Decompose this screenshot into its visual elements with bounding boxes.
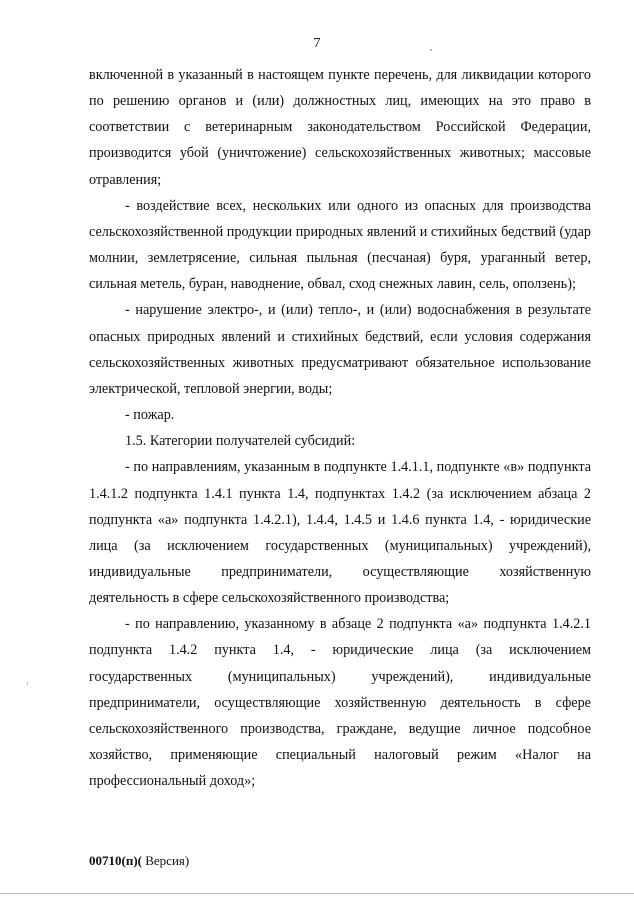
paragraph: - по направлению, указанному в абзаце 2 подпункта «а» подпункта 1.4.2.1 подпункта 1.4.2 пункта 1.4, - юридические лица (за исключением государственных (муниципальных) учреждений), индивидуальные предприниматели, осуществляющие хозяйственную деятельность в сфере сельскохозяйственного производства, граждане, ведущие личное подсобное хозяйство, применяющие специальный налоговый режим «Налог на профессиональный доход»; — [89, 616, 591, 790]
paragraph: - по направлениям, указанным в подпункте 1.4.1.1, подпункте «в» подпункта 1.4.1.2 подпункта 1.4.1 пункта 1.4, подпунктах 1.4.2 (за исключением абзаца 2 подпункта «а» подпункта 1.4.2.1), 1.4.4, 1.4.5 и 1.4.6 пункта 1.4, - юридические лица (за исключением государственных (муниципальных) учреждений), индивидуальные предприниматели, осуществляющие хозяйственную деятельность в сфере сельскохозяйственного производства; — [89, 459, 591, 607]
paragraph: - нарушение электро-, и (или) тепло-, и (или) водоснабжения в результате опасных природных явлений и стихийных бедствий, если условия содержания сельскохозяйственных животных предусматривают обязательное использование электрической, тепловой энергии, воды; — [89, 302, 591, 397]
document-footer-code — [89, 853, 189, 869]
page-number: 7 — [313, 36, 321, 51]
document-body — [89, 62, 591, 794]
scan-speck — [430, 49, 432, 51]
footer-version: Версия) — [141, 853, 190, 868]
paragraph: - воздействие всех, нескольких или одного из опасных для производства сельскохозяйственной продукции природных явлений и стихийных бедствий (удар молнии, землетрясение, сильная пыльная (песчаная) буря, ураганный ветер, сильная метель, буран, наводнение, обвал, сход снежных лавин, сель, оползень); — [89, 197, 591, 293]
scan-edge-line — [0, 893, 634, 894]
scan-speck — [27, 682, 28, 685]
footer-code: 00710(п)( — [89, 853, 142, 868]
paragraph: включенной в указанный в настоящем пункте перечень, для ликвидации которого по решению органов и (или) должностных лиц, имеющих на это право в соответствии с ветеринарным законодательством Российской Федерации, производится убой (уничтожение) сельскохозяйственных животных; массовые отравления; — [89, 67, 591, 188]
paragraph: - пожар. — [125, 407, 175, 424]
paragraph: 1.5. Категории получателей субсидий: — [125, 433, 356, 450]
